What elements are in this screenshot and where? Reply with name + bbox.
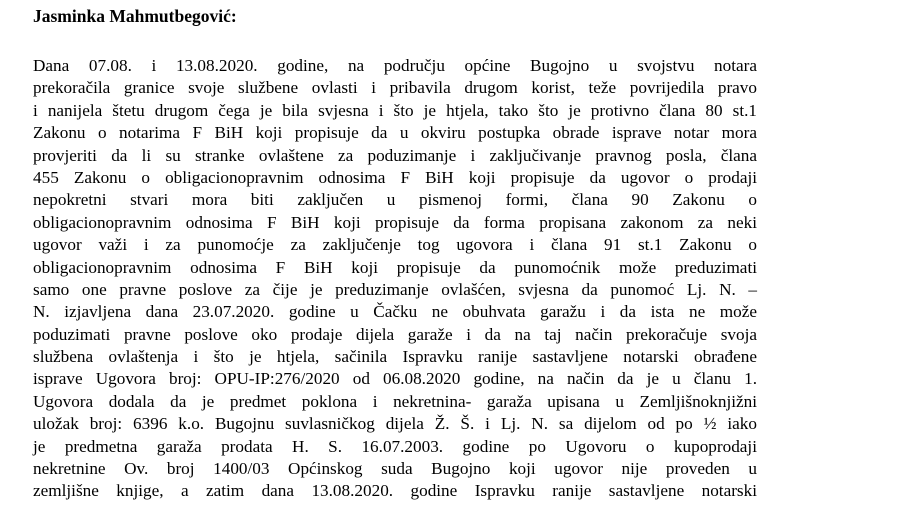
- paragraph-line: samo one pravne poslove za čije je preduzimanje ovlašćen, svjesna da punomoć Lj. N. –: [33, 279, 757, 299]
- section-heading: Jasminka Mahmutbegović:: [33, 6, 237, 26]
- paragraph-line: ugovor važi i za punomoćje za zaključenje tog ugovora i člana 91 st.1 Zakonu o: [33, 235, 757, 255]
- paragraph-line: nekretnine Ov. broj 1400/03 Općinskog suda Bugojno koji ugovor nije proveden u: [33, 459, 757, 479]
- paragraph-line: uložak broj: 6396 k.o. Bugojnu suvlasničkog dijela Ž. Š. i Lj. N. sa dijelom od po ½ iako: [33, 414, 757, 434]
- paragraph-line: obligacionopravnim odnosima F BiH koji propisuje da punomoćnik može preduzimati: [33, 257, 757, 277]
- paragraph-line: Ugovora dodala da je predmet poklona i nekretnina- garaža upisana u Zemljišnoknjižni: [33, 391, 757, 411]
- paragraph-line: 455 Zakonu o obligacionopravnim odnosima F BiH koji propisuje da ugovor o prodaji: [33, 167, 757, 187]
- body-paragraph: [33, 55, 757, 503]
- paragraph-line: poduzimati pravne poslove oko prodaje dijela garaže i da na taj način prekoračuje svoja: [33, 324, 757, 344]
- paragraph-line: Zakonu o notarima F BiH koji propisuje da u okviru postupka obrade isprave notar mora: [33, 123, 757, 143]
- paragraph-line: prekoračila granice svoje službene ovlasti i pribavila drugom korist, teže povrijedila pravo: [33, 78, 757, 98]
- paragraph-line: Dana 07.08. i 13.08.2020. godine, na području općine Bugojno u svojstvu notara: [33, 56, 757, 75]
- paragraph-line: i nanijela štetu drugom čega je bila svjesna i što je htjela, tako što je protivno člana 80 st.1: [33, 100, 757, 120]
- paragraph-line: nepokretni stvari mora biti zaključen u pismenoj formi, člana 90 Zakonu o: [33, 190, 757, 210]
- paragraph-line: provjeriti da li su stranke ovlaštene za poduzimanje i zaključivanje pravnog posla, člana: [33, 145, 757, 165]
- paragraph-line: obligacionopravnim odnosima F BiH koji propisuje da forma propisana zakonom za neki: [33, 212, 757, 232]
- paragraph-line: isprave Ugovora broj: OPU-IP:276/2020 od 06.08.2020 godine, na način da je u članu 1.: [33, 369, 757, 389]
- paragraph-line: zemljišne knjige, a zatim dana 13.08.2020. godine Ispravku ranije sastavljene notarski: [33, 481, 757, 501]
- paragraph-line: N. izjavljena dana 23.07.2020. godine u Čačku ne obuhvata garažu i da ista ne može: [33, 302, 757, 322]
- paragraph-line: je predmetna garaža prodata H. S. 16.07.2003. godine po Ugovoru o kupoprodaji: [33, 436, 757, 456]
- paragraph-line: službena ovlaštenja i što je htjela, sačinila Ispravku ranije sastavljene notarski obrađene: [33, 347, 757, 367]
